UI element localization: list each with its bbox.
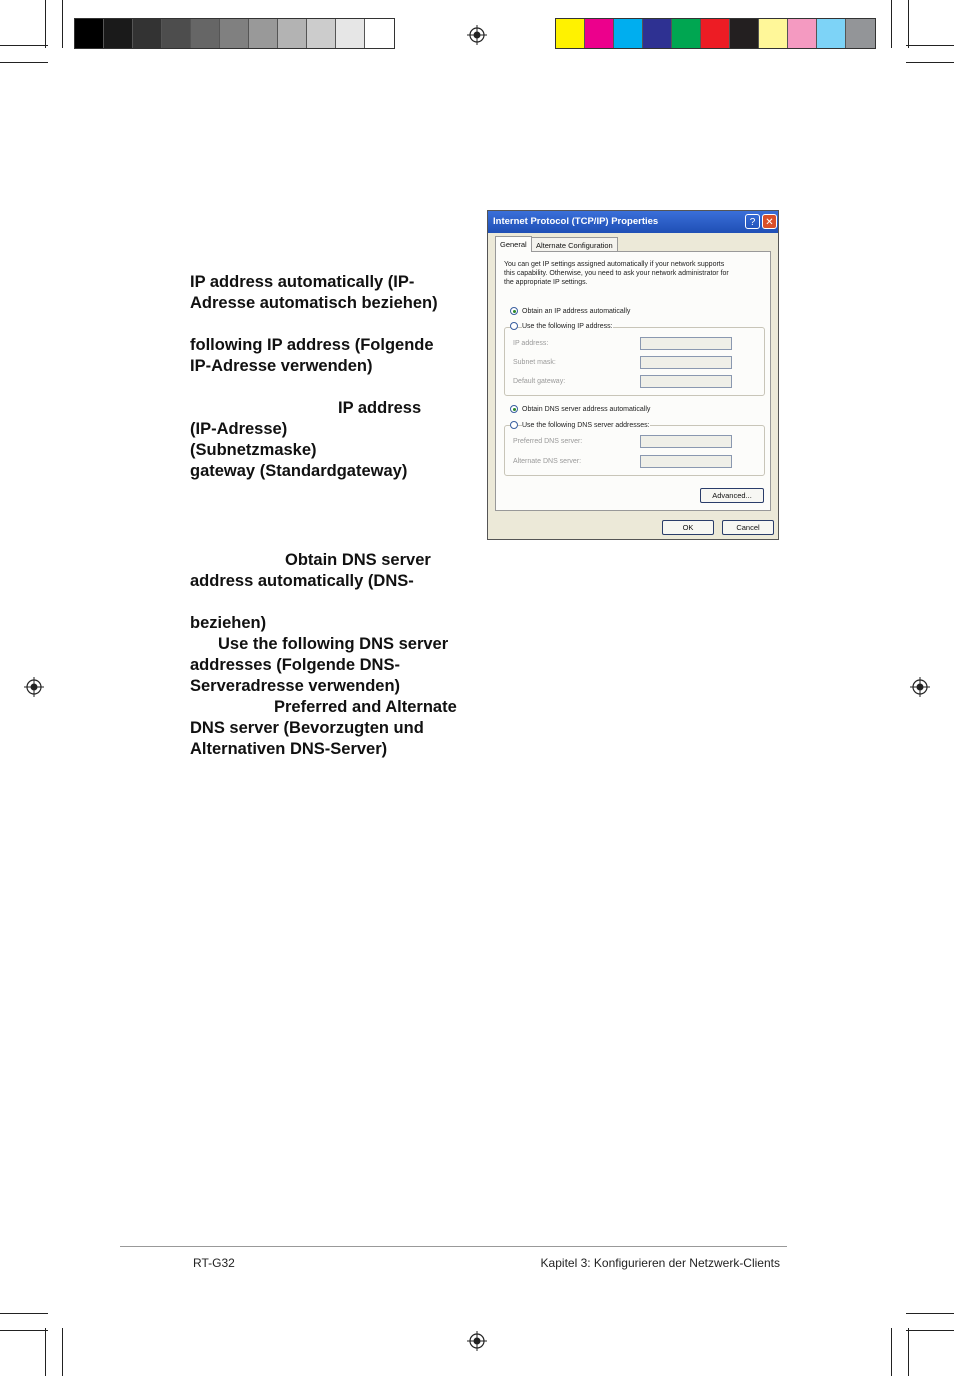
default-gateway-input[interactable] bbox=[640, 375, 732, 388]
advanced-button[interactable]: Advanced... bbox=[700, 488, 764, 503]
footer-rule bbox=[120, 1246, 787, 1247]
calibration-swatch bbox=[220, 19, 249, 48]
preferred-dns-input[interactable] bbox=[640, 435, 732, 448]
calibration-swatch bbox=[556, 19, 585, 48]
crop-mark bbox=[62, 1328, 63, 1376]
body-text-line: gateway (Standardgateway) bbox=[190, 462, 408, 480]
crop-mark bbox=[0, 1330, 48, 1331]
use-following-dns-label: Use the following DNS server addresses: bbox=[522, 422, 650, 429]
footer-chapter: Kapitel 3: Konfigurieren der Netzwerk-Clients bbox=[540, 1256, 780, 1270]
body-text-line: addresses (Folgende DNS- bbox=[190, 656, 400, 674]
registration-mark-icon bbox=[467, 25, 487, 45]
body-text-line: (Subnetzmaske) bbox=[190, 441, 317, 459]
crop-mark bbox=[906, 62, 954, 63]
calibration-swatch bbox=[730, 19, 759, 48]
body-text-line: (IP-Adresse) bbox=[190, 420, 288, 438]
intro-text-line: the appropriate IP settings. bbox=[504, 279, 588, 286]
crop-mark bbox=[906, 1330, 954, 1331]
crop-mark bbox=[906, 45, 954, 46]
calibration-swatch bbox=[614, 19, 643, 48]
calibration-swatch bbox=[701, 19, 730, 48]
calibration-swatch bbox=[846, 19, 875, 48]
tab-alternate-configuration[interactable]: Alternate Configuration bbox=[531, 237, 618, 252]
crop-mark bbox=[908, 0, 909, 48]
dns-settings-group bbox=[504, 425, 765, 476]
calibration-swatch bbox=[585, 19, 614, 48]
preferred-dns-label: Preferred DNS server: bbox=[513, 438, 583, 445]
crop-mark bbox=[906, 1313, 954, 1314]
crop-mark bbox=[891, 1328, 892, 1376]
calibration-swatch bbox=[336, 19, 365, 48]
registration-mark-icon bbox=[467, 1331, 487, 1351]
obtain-ip-auto-label: Obtain an IP address automatically bbox=[522, 308, 631, 315]
use-following-ip-radio[interactable] bbox=[510, 322, 518, 330]
calibration-swatch bbox=[643, 19, 672, 48]
crop-mark bbox=[891, 0, 892, 48]
crop-mark bbox=[45, 1328, 46, 1376]
body-text-line: Use the following DNS server bbox=[218, 635, 449, 653]
calibration-swatch bbox=[817, 19, 846, 48]
dialog-title: Internet Protocol (TCP/IP) Properties bbox=[493, 216, 659, 227]
crop-mark bbox=[908, 1328, 909, 1376]
ip-address-input[interactable] bbox=[640, 337, 732, 350]
obtain-ip-auto-radio[interactable] bbox=[510, 307, 518, 315]
subnet-mask-input[interactable] bbox=[640, 356, 732, 369]
calibration-swatch bbox=[788, 19, 817, 48]
calibration-swatch bbox=[249, 19, 278, 48]
calibration-swatch bbox=[191, 19, 220, 48]
calibration-swatch bbox=[365, 19, 394, 48]
body-text-line: IP address bbox=[338, 399, 422, 417]
tcpip-properties-dialog bbox=[487, 210, 779, 540]
body-text-line: IP-Adresse verwenden) bbox=[190, 357, 373, 375]
calibration-swatch bbox=[104, 19, 133, 48]
use-following-dns-radio[interactable] bbox=[510, 421, 518, 429]
subnet-mask-label: Subnet mask: bbox=[513, 359, 556, 366]
gray-calibration-strip bbox=[74, 18, 395, 49]
crop-mark bbox=[0, 62, 48, 63]
calibration-swatch bbox=[759, 19, 788, 48]
calibration-swatch bbox=[672, 19, 701, 48]
calibration-swatch bbox=[133, 19, 162, 48]
crop-mark bbox=[62, 0, 63, 48]
body-text-line: beziehen) bbox=[190, 614, 267, 632]
tab-general[interactable]: General bbox=[495, 236, 532, 252]
body-text-line: Obtain DNS server bbox=[285, 551, 431, 569]
footer-model: RT-G32 bbox=[193, 1256, 235, 1270]
general-tab-panel bbox=[495, 251, 771, 511]
calibration-swatch bbox=[75, 19, 104, 48]
calibration-swatch bbox=[307, 19, 336, 48]
cancel-button[interactable]: Cancel bbox=[722, 520, 774, 535]
alternate-dns-input[interactable] bbox=[640, 455, 732, 468]
body-text-line: Adresse automatisch beziehen) bbox=[190, 294, 438, 312]
use-following-ip-label: Use the following IP address: bbox=[522, 323, 613, 330]
obtain-dns-auto-label: Obtain DNS server address automatically bbox=[522, 406, 651, 413]
alternate-dns-label: Alternate DNS server: bbox=[513, 458, 582, 465]
help-button[interactable]: ? bbox=[745, 214, 760, 229]
body-text-line: IP address automatically (IP- bbox=[190, 273, 415, 291]
obtain-dns-auto-radio[interactable] bbox=[510, 405, 518, 413]
body-text-line: Preferred and Alternate bbox=[274, 698, 457, 716]
ip-address-label: IP address: bbox=[513, 340, 549, 347]
registration-mark-icon bbox=[910, 677, 930, 697]
calibration-swatch bbox=[162, 19, 191, 48]
crop-mark bbox=[45, 0, 46, 48]
body-text-line: DNS server (Bevorzugten und bbox=[190, 719, 424, 737]
intro-text-line: this capability. Otherwise, you need to ask your network administrator for bbox=[504, 270, 729, 277]
body-text-line: address automatically (DNS- bbox=[190, 572, 414, 590]
crop-mark bbox=[0, 45, 48, 46]
dialog-titlebar bbox=[488, 211, 778, 233]
intro-text-line: You can get IP settings assigned automatically if your network supports bbox=[504, 261, 725, 268]
color-calibration-strip bbox=[555, 18, 876, 49]
default-gateway-label: Default gateway: bbox=[513, 378, 566, 385]
close-button[interactable]: ✕ bbox=[762, 214, 777, 229]
body-text-line: Serveradresse verwenden) bbox=[190, 677, 401, 695]
crop-mark bbox=[0, 1313, 48, 1314]
body-text-line: following IP address (Folgende bbox=[190, 336, 434, 354]
calibration-swatch bbox=[278, 19, 307, 48]
ok-button[interactable]: OK bbox=[662, 520, 714, 535]
registration-mark-icon bbox=[24, 677, 44, 697]
body-text-line: Alternativen DNS-Server) bbox=[190, 740, 388, 758]
